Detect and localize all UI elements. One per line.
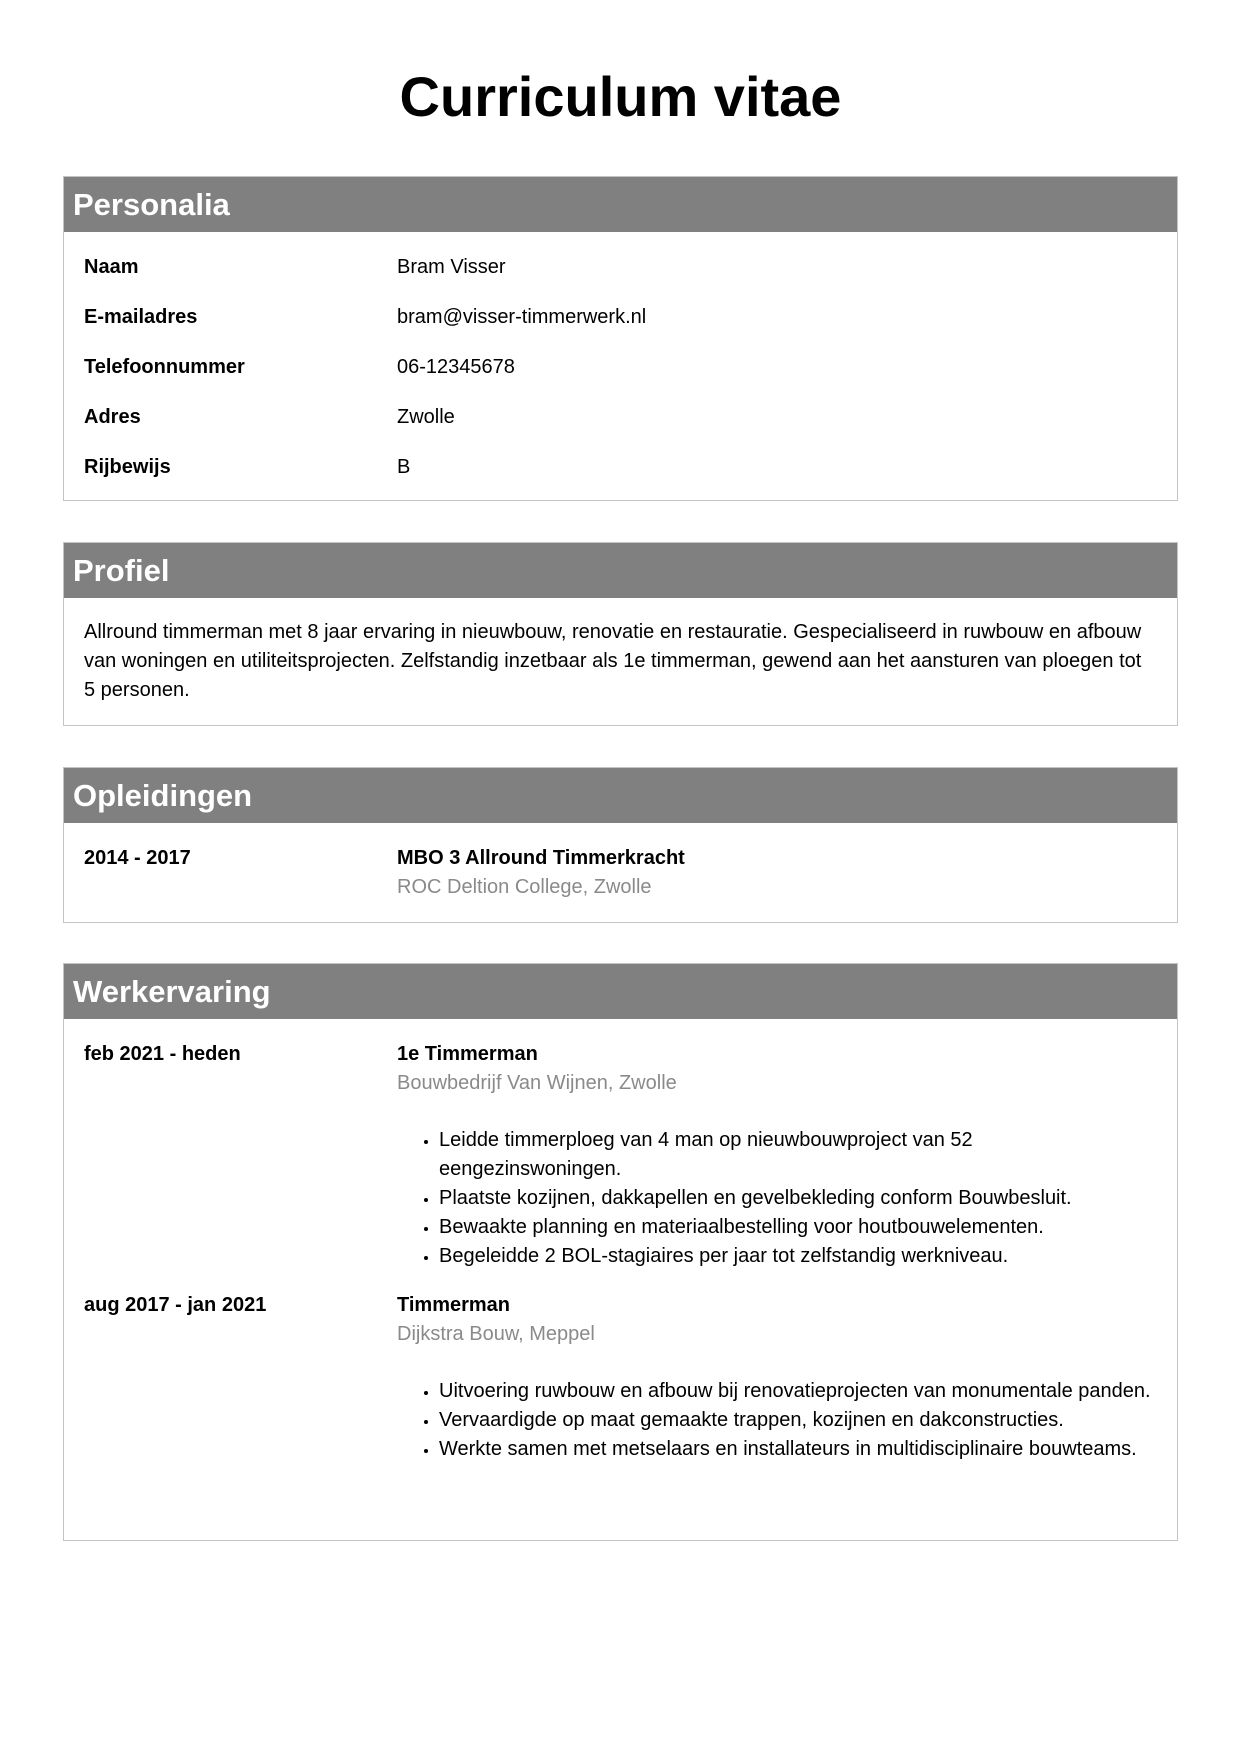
education-period: 2014 - 2017 bbox=[84, 847, 191, 869]
work-bullet: • Bewaakte planning en materiaalbestelling voor houtbouwelementen. bbox=[439, 1213, 1157, 1242]
employer: Dijkstra Bouw, Meppel bbox=[397, 1323, 595, 1345]
email-value: bram@visser-timmerwerk.nl bbox=[397, 306, 647, 328]
name-value: Bram Visser bbox=[397, 256, 506, 278]
personalia-section bbox=[63, 176, 1178, 501]
work-entry bbox=[84, 1040, 1157, 1291]
work-bullet: • Begeleidde 2 BOL-stagiaires per jaar tot zelfstandig werkniveau. bbox=[439, 1242, 1157, 1271]
job-title: 1e Timmerman bbox=[397, 1043, 538, 1065]
work-bullet: • Vervaardigde op maat gemaakte trappen, kozijnen en dakconstructies. bbox=[439, 1406, 1157, 1435]
work-bullet: • Werkte samen met metselaars en installateurs in multidisciplinaire bouwteams. bbox=[439, 1435, 1157, 1464]
work-bullets bbox=[397, 1126, 1157, 1271]
personalia-row-email bbox=[84, 303, 1157, 353]
work-period: feb 2021 - heden bbox=[84, 1043, 241, 1065]
phone-value: 06-12345678 bbox=[397, 356, 515, 378]
section-heading-werkervaring: Werkervaring bbox=[64, 964, 1177, 1019]
address-value: Zwolle bbox=[397, 406, 455, 428]
field-label: Telefoonnummer bbox=[84, 356, 245, 378]
section-heading-opleidingen: Opleidingen bbox=[64, 768, 1177, 823]
work-bullets bbox=[397, 1377, 1157, 1464]
section-heading-profiel: Profiel bbox=[64, 543, 1177, 598]
work-bullet: • Plaatste kozijnen, dakkapellen en gevelbekleding conform Bouwbesluit. bbox=[439, 1184, 1157, 1213]
page-title: Curriculum vitae bbox=[399, 65, 842, 128]
education-institution: ROC Deltion College, Zwolle bbox=[397, 876, 652, 898]
profile-summary: Allround timmerman met 8 jaar ervaring in nieuwbouw, renovatie en restauratie. Gespecialiseerd in ruwbouw en afbouw van woningen en utiliteitsprojecten. Zelfstandig inzetbaar als 1e timmerman, gewend aan het aansturen van ploegen tot 5 personen. bbox=[84, 621, 1142, 701]
opleidingen-section bbox=[63, 767, 1178, 923]
profiel-section bbox=[63, 542, 1178, 726]
employer: Bouwbedrijf Van Wijnen, Zwolle bbox=[397, 1072, 677, 1094]
work-entry bbox=[84, 1291, 1157, 1464]
work-bullet: • Uitvoering ruwbouw en afbouw bij renovatieprojecten van monumentale panden. bbox=[439, 1377, 1157, 1406]
personalia-row-name bbox=[84, 253, 1157, 303]
section-heading-personalia: Personalia bbox=[64, 177, 1177, 232]
job-title: Timmerman bbox=[397, 1294, 511, 1316]
field-label: Naam bbox=[84, 256, 139, 278]
field-label: Rijbewijs bbox=[84, 456, 171, 478]
field-label: E-mailadres bbox=[84, 306, 198, 328]
personalia-row-address bbox=[84, 403, 1157, 453]
education-entry bbox=[84, 844, 1157, 902]
field-label: Adres bbox=[84, 406, 141, 428]
work-bullet: • Leidde timmerploeg van 4 man op nieuwbouwproject van 52 eengezinswoningen. bbox=[439, 1126, 1157, 1184]
license-value: B bbox=[397, 456, 411, 478]
personalia-row-phone bbox=[84, 353, 1157, 403]
werkervaring-section bbox=[63, 963, 1178, 1541]
work-period: aug 2017 - jan 2021 bbox=[84, 1294, 267, 1316]
personalia-row-license bbox=[84, 453, 1157, 503]
education-title: MBO 3 Allround Timmerkracht bbox=[397, 847, 685, 869]
